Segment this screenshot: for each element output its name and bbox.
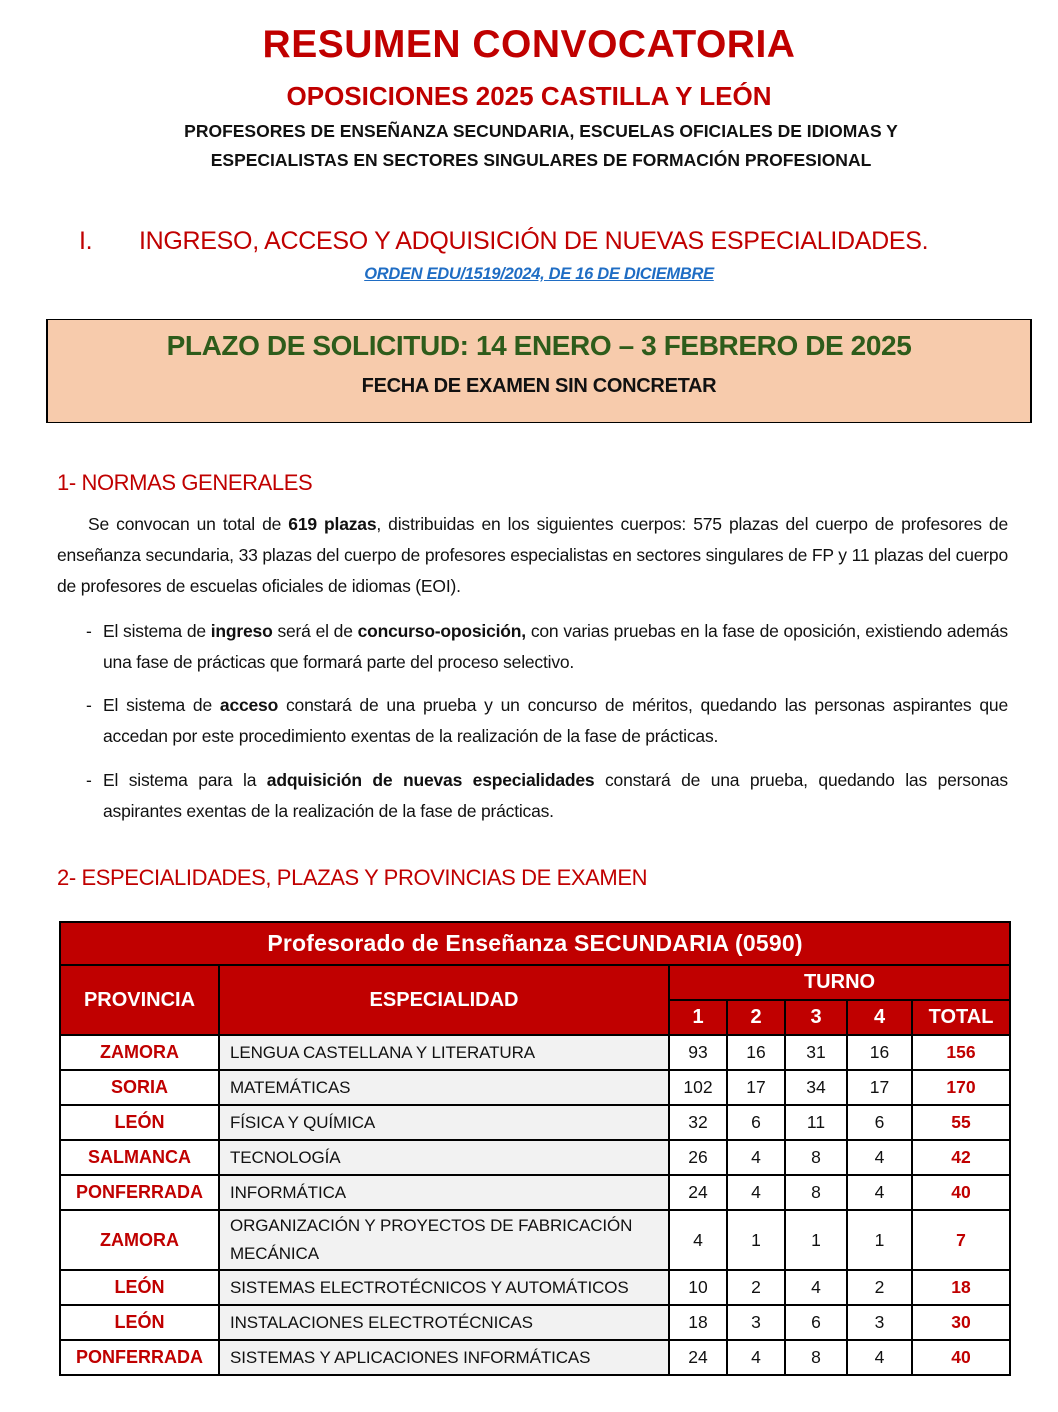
total-cell: 55 <box>912 1105 1010 1140</box>
turno-1-cell: 10 <box>669 1270 727 1305</box>
table-body <box>60 1035 1010 1375</box>
provincia-cell: LEÓN <box>60 1305 219 1340</box>
document-title: RESUMEN CONVOCATORIA <box>262 23 796 66</box>
bullet-bold: concurso-oposición, <box>357 621 526 641</box>
turno-3-cell: 8 <box>785 1140 847 1175</box>
table-row <box>60 1270 1010 1305</box>
header-turno-1: 1 <box>669 1000 727 1035</box>
provincia-cell: SORIA <box>60 1070 219 1105</box>
table-row <box>60 1210 1010 1270</box>
document-subtitle: OPOSICIONES 2025 CASTILLA Y LEÓN <box>286 81 772 111</box>
application-deadline: PLAZO DE SOLICITUD: 14 ENERO – 3 FEBRERO DE 2025 <box>166 330 912 361</box>
table-row <box>60 1140 1010 1175</box>
turno-4-cell: 16 <box>847 1035 912 1070</box>
section-2-heading: 2- ESPECIALIDADES, PLAZAS Y PROVINCIAS DE EXAMEN <box>57 865 648 890</box>
turno-4-cell: 2 <box>847 1270 912 1305</box>
turno-1-cell: 4 <box>669 1210 727 1270</box>
turno-4-cell: 4 <box>847 1340 912 1375</box>
header-total: TOTAL <box>912 1000 1010 1035</box>
especialidad-cell: FÍSICA Y QUÍMICA <box>219 1105 669 1140</box>
total-cell: 18 <box>912 1270 1010 1305</box>
turno-2-cell: 3 <box>727 1305 785 1340</box>
header-turno-4: 4 <box>847 1000 912 1035</box>
table-row <box>60 1305 1010 1340</box>
table-caption: Profesorado de Enseñanza SECUNDARIA (0590) <box>60 922 1010 965</box>
provincia-cell: PONFERRADA <box>60 1340 219 1375</box>
turno-1-cell: 26 <box>669 1140 727 1175</box>
especialidad-cell: TECNOLOGÍA <box>219 1140 669 1175</box>
bullet-text: será el de <box>272 621 358 641</box>
turno-3-cell: 8 <box>785 1340 847 1375</box>
especialidad-cell: INSTALACIONES ELECTROTÉCNICAS <box>219 1305 669 1340</box>
turno-4-cell: 4 <box>847 1140 912 1175</box>
bullet-text: con varias pruebas en la fase de oposición, existiendo además una fase de prácticas que formará parte del proceso selectivo. <box>103 621 1008 672</box>
teaching-bodies-line-1: PROFESORES DE ENSEÑANZA SECUNDARIA, ESCUELAS OFICIALES DE IDIOMAS Y <box>184 121 898 141</box>
turno-3-cell: 4 <box>785 1270 847 1305</box>
header-turno-3: 3 <box>785 1000 847 1035</box>
turno-2-cell: 4 <box>727 1340 785 1375</box>
turno-2-cell: 6 <box>727 1105 785 1140</box>
total-cell: 40 <box>912 1340 1010 1375</box>
turno-1-cell: 24 <box>669 1340 727 1375</box>
bullet-bold: adquisición de nuevas especialidades <box>266 770 595 790</box>
turno-3-cell: 11 <box>785 1105 847 1140</box>
especialidad-cell: SISTEMAS Y APLICACIONES INFORMÁTICAS <box>219 1340 669 1375</box>
total-cell: 7 <box>912 1210 1010 1270</box>
bullet-text: El sistema para la <box>103 770 267 790</box>
turno-4-cell: 3 <box>847 1305 912 1340</box>
header-turno: TURNO <box>669 965 1010 1000</box>
turno-2-cell: 4 <box>727 1175 785 1210</box>
turno-1-cell: 18 <box>669 1305 727 1340</box>
turno-2-cell: 17 <box>727 1070 785 1105</box>
turno-3-cell: 31 <box>785 1035 847 1070</box>
turno-3-cell: 34 <box>785 1070 847 1105</box>
total-cell: 40 <box>912 1175 1010 1210</box>
total-cell: 42 <box>912 1140 1010 1175</box>
turno-1-cell: 102 <box>669 1070 727 1105</box>
total-cell: 156 <box>912 1035 1010 1070</box>
table-row <box>60 1175 1010 1210</box>
especialidad-cell: LENGUA CASTELLANA Y LITERATURA <box>219 1035 669 1070</box>
application-deadline-box <box>46 319 1032 423</box>
turno-4-cell: 6 <box>847 1105 912 1140</box>
order-edu-link[interactable]: ORDEN EDU/1519/2024, DE 16 DE DICIEMBRE <box>364 265 714 283</box>
provincia-cell: PONFERRADA <box>60 1175 219 1210</box>
bullet-acceso <box>86 690 1008 752</box>
bullet-dash: - <box>86 621 92 641</box>
turno-1-cell: 32 <box>669 1105 727 1140</box>
turno-3-cell: 1 <box>785 1210 847 1270</box>
bullet-bold: acceso <box>219 695 279 715</box>
bullet-ingreso <box>86 616 1008 678</box>
turno-3-cell: 6 <box>785 1305 847 1340</box>
total-places-highlight: 619 plazas <box>288 514 377 534</box>
bullet-text: El sistema de <box>103 621 211 641</box>
turno-2-cell: 2 <box>727 1270 785 1305</box>
bullet-text: El sistema de <box>103 695 220 715</box>
bullet-nuevas-especialidades <box>86 765 1008 827</box>
exam-date-note: FECHA DE EXAMEN SIN CONCRETAR <box>361 375 717 397</box>
total-cell: 170 <box>912 1070 1010 1105</box>
total-cell: 30 <box>912 1305 1010 1340</box>
bullet-dash: - <box>86 695 92 715</box>
teaching-bodies-line-2: ESPECIALISTAS EN SECTORES SINGULARES DE FORMACIÓN PROFESIONAL <box>210 150 872 170</box>
especialidad-cell: MATEMÁTICAS <box>219 1070 669 1105</box>
turno-1-cell: 24 <box>669 1175 727 1210</box>
bullet-dash: - <box>86 770 92 790</box>
places-table <box>59 921 1011 1376</box>
provincia-cell: ZAMORA <box>60 1210 219 1270</box>
provincia-cell: SALMANCA <box>60 1140 219 1175</box>
especialidad-cell: INFORMÁTICA <box>219 1175 669 1210</box>
turno-2-cell: 4 <box>727 1140 785 1175</box>
table-row <box>60 1070 1010 1105</box>
turno-1-cell: 93 <box>669 1035 727 1070</box>
header-turno-2: 2 <box>727 1000 785 1035</box>
turno-2-cell: 1 <box>727 1210 785 1270</box>
turno-4-cell: 4 <box>847 1175 912 1210</box>
header-provincia: PROVINCIA <box>60 965 219 1035</box>
bullet-text: constará de una prueba, quedando las personas aspirantes exentas de la realización de la fase de prácticas. <box>103 770 1008 821</box>
turno-3-cell: 8 <box>785 1175 847 1210</box>
turno-4-cell: 1 <box>847 1210 912 1270</box>
provincia-cell: LEÓN <box>60 1270 219 1305</box>
provincia-cell: ZAMORA <box>60 1035 219 1070</box>
turno-2-cell: 16 <box>727 1035 785 1070</box>
turno-4-cell: 17 <box>847 1070 912 1105</box>
intro-text-cont: , distribuidas en los siguientes cuerpos: 575 plazas del cuerpo de profesores de enseñanza secundaria, 33 plazas del cuerpo de profesores especialistas en sectores singulares de FP y 11 plazas del cuerpo de profesores de escuelas oficiales de idiomas (EOI). <box>57 514 1008 596</box>
section-I-title: INGRESO, ACCESO Y ADQUISICIÓN DE NUEVAS ESPECIALIDADES. <box>139 227 929 255</box>
section-1-heading: 1- NORMAS GENERALES <box>57 470 313 495</box>
intro-text: Se convocan un total de <box>88 514 289 534</box>
especialidad-cell: SISTEMAS ELECTROTÉCNICOS Y AUTOMÁTICOS <box>219 1270 669 1305</box>
general-rules-intro <box>57 509 1008 602</box>
table-row <box>60 1340 1010 1375</box>
bullet-text: constará de una prueba y un concurso de méritos, quedando las personas aspirantes que accedan por este procedimiento exentas de la realización de la fase de prácticas. <box>103 695 1008 746</box>
table-row <box>60 1105 1010 1140</box>
header-especialidad: ESPECIALIDAD <box>219 965 669 1035</box>
section-I-number: I. <box>79 227 93 255</box>
table-row <box>60 1035 1010 1070</box>
bullet-bold: ingreso <box>210 621 273 641</box>
especialidad-cell: ORGANIZACIÓN Y PROYECTOS DE FABRICACIÓN MECÁNICA <box>219 1210 669 1270</box>
provincia-cell: LEÓN <box>60 1105 219 1140</box>
section-I-heading <box>79 222 1039 260</box>
